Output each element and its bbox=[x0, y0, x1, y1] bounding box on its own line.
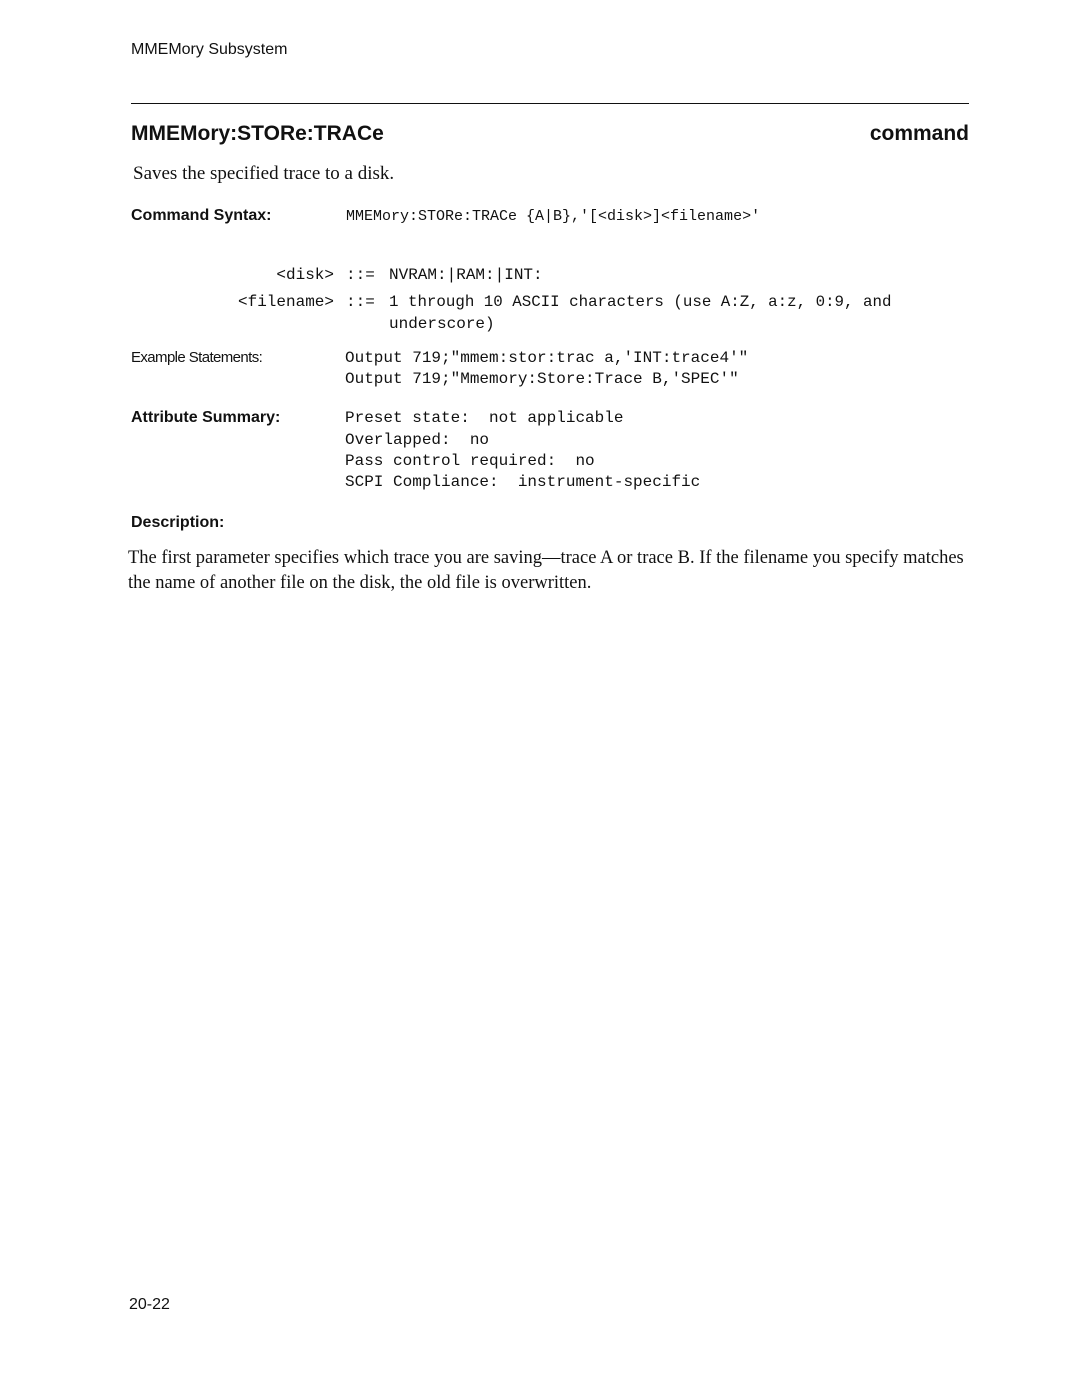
command-syntax-value: MMEMory:STORe:TRACe {A|B},'[<disk>]<filename>' bbox=[346, 208, 761, 225]
example-statements-label: Example Statements: bbox=[131, 349, 263, 366]
definition-separator-disk: ::= bbox=[346, 266, 375, 284]
example-statement-2: Output 719;"Mmemory:Store:Trace B,'SPEC'" bbox=[345, 370, 739, 388]
definition-term-filename: <filename> bbox=[237, 293, 334, 311]
description-paragraph: The first parameter specifies which trace you are saving—trace A or trace B. If the filename you specify matches the name of another file on the disk, the old file is overwritten. bbox=[128, 548, 964, 593]
attribute-preset-state: Preset state: not applicable bbox=[345, 409, 624, 427]
description-label: Description: bbox=[131, 514, 225, 531]
definition-value-filename-cont: underscore) bbox=[389, 315, 495, 333]
description-body bbox=[128, 546, 968, 596]
attribute-scpi-compliance: SCPI Compliance: instrument-specific bbox=[345, 473, 701, 491]
command-type-label: command bbox=[869, 122, 969, 145]
page-number: 20-22 bbox=[129, 1296, 170, 1313]
running-header: MMEMory Subsystem bbox=[131, 41, 288, 58]
command-summary: Saves the specified trace to a disk. bbox=[133, 163, 395, 184]
definition-term-disk: <disk> bbox=[276, 266, 334, 284]
attribute-summary-label: Attribute Summary: bbox=[131, 409, 281, 426]
definition-value-filename: 1 through 10 ASCII characters (use A:Z, a:z, 0:9, and bbox=[389, 293, 892, 311]
definition-separator-filename: ::= bbox=[346, 293, 375, 311]
definition-value-disk: NVRAM:|RAM:|INT: bbox=[389, 266, 543, 284]
example-statement-1: Output 719;"mmem:stor:trac a,'INT:trace4'" bbox=[345, 349, 749, 367]
attribute-overlapped: Overlapped: no bbox=[345, 431, 490, 449]
attribute-pass-control: Pass control required: no bbox=[345, 452, 595, 470]
command-syntax-label: Command Syntax: bbox=[131, 207, 272, 224]
command-title: MMEMory:STORe:TRACe bbox=[131, 122, 384, 145]
header-rule bbox=[131, 103, 969, 104]
